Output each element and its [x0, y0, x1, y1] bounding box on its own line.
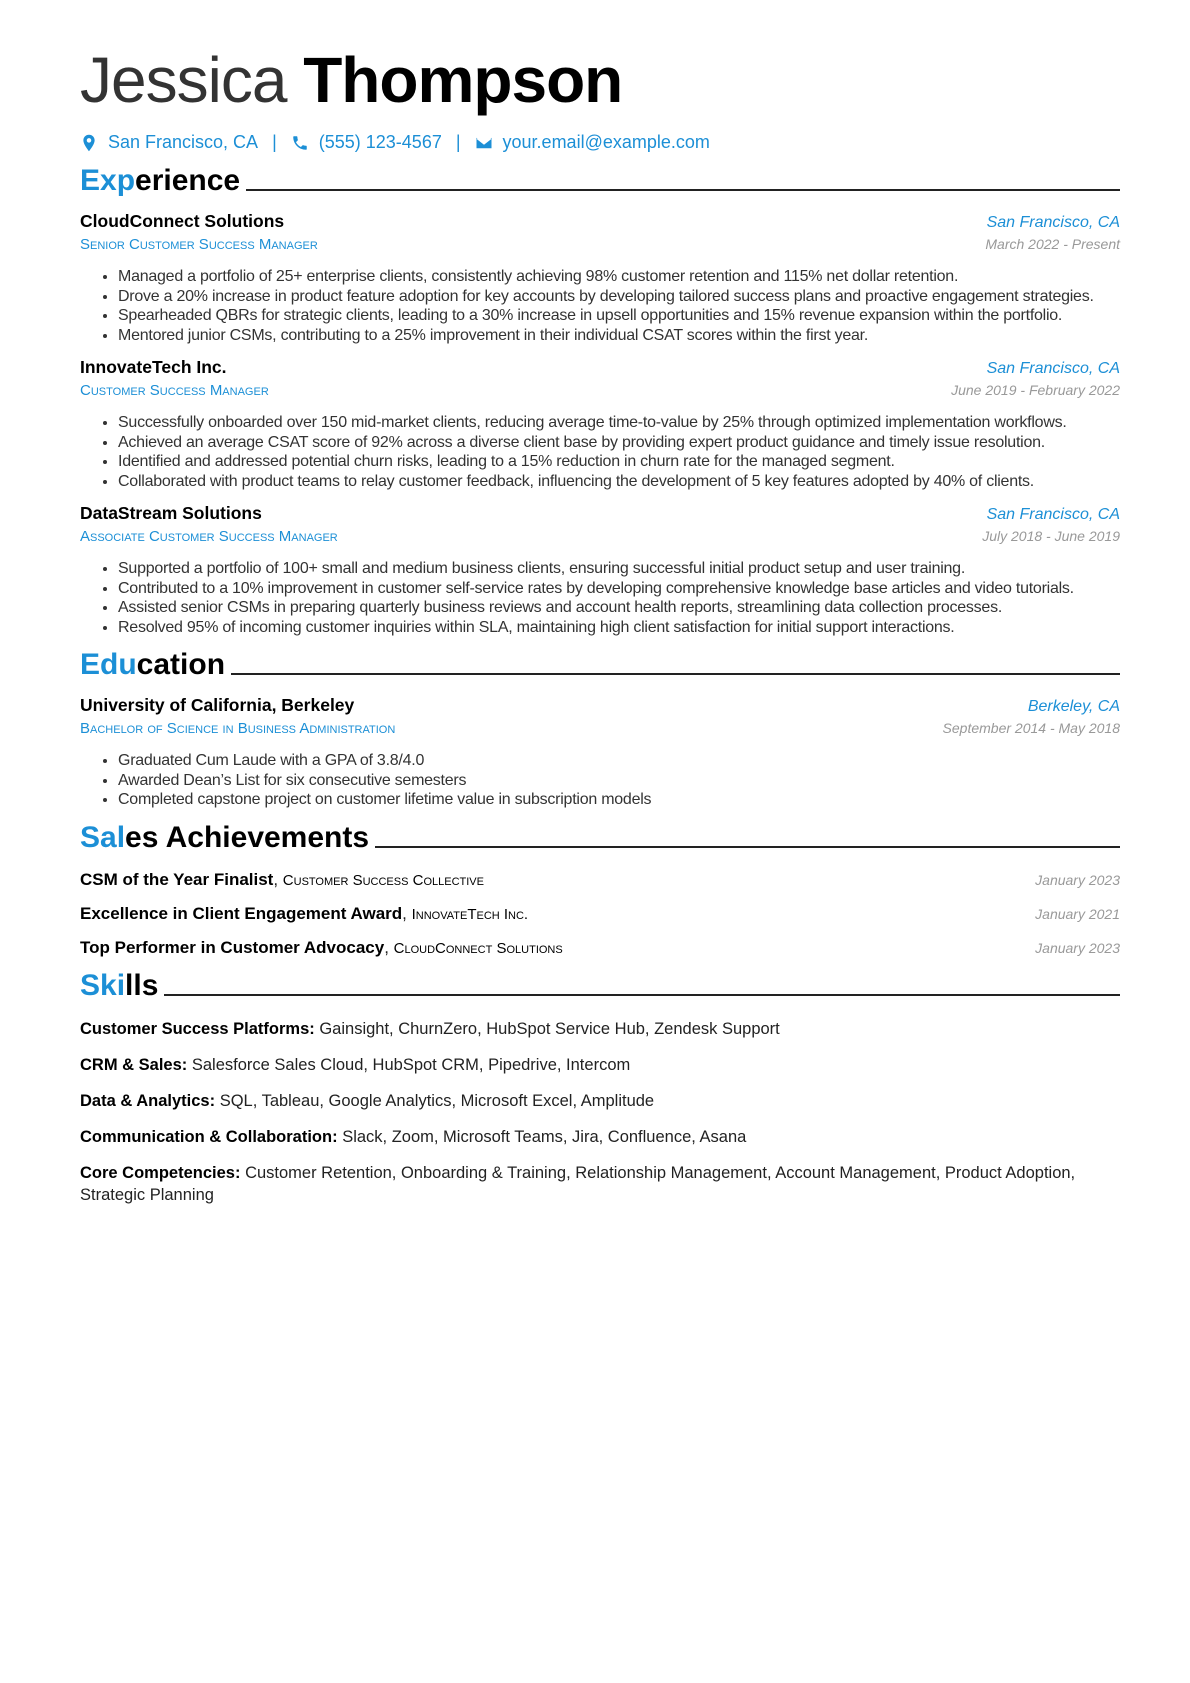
job-title: Associate Customer Success Manager — [80, 528, 338, 545]
job-dates: June 2019 - February 2022 — [951, 382, 1120, 398]
skill-line: Data & Analytics: SQL, Tableau, Google Analytics, Microsoft Excel, Amplitude — [80, 1091, 655, 1110]
achievement-item: CSM of the Year Finalist, Customer Success Collective January 2023 — [80, 869, 1120, 889]
resume — [80, 42, 1120, 1206]
divider — [164, 994, 1120, 996]
map-pin-icon — [80, 134, 98, 152]
separator: | — [272, 132, 277, 152]
bullet-list — [80, 267, 1120, 345]
location: San Francisco, CA — [108, 132, 259, 152]
bullet: • Assisted senior CSMs in preparing quarterly business reviews and account health reports, streamlining data collection processes. — [118, 598, 1120, 618]
job-title: Senior Customer Success Manager — [80, 236, 318, 253]
skill-line: Core Competencies: Customer Retention, Onboarding & Training, Relationship Management, Account Management, Product Adoption, Strategic Planning — [80, 1163, 1076, 1204]
job-dates: July 2018 - June 2019 — [982, 528, 1120, 544]
bullet: • Resolved 95% of incoming customer inquiries within SLA, maintaining high client satisfaction for initial support interactions. — [118, 618, 1120, 638]
section-heading-education: Education — [80, 647, 1120, 683]
divider — [375, 846, 1120, 848]
education-dates: September 2014 - May 2018 — [942, 720, 1120, 736]
job-location: San Francisco, CA — [986, 360, 1120, 377]
experience-entry — [80, 503, 1120, 637]
achievement-item: Top Performer in Customer Advocacy, CloudConnect Solutions January 2023 — [80, 937, 1120, 957]
job-location: San Francisco, CA — [986, 506, 1120, 523]
bullet: • Identified and addressed potential churn risks, leading to a 15% reduction in churn rate for the managed segment. — [118, 452, 1120, 472]
bullet: • Mentored junior CSMs, contributing to a 25% improvement in their individual CSAT scores within the first year. — [118, 326, 1120, 346]
bullet: • Drove a 20% increase in product feature adoption for key accounts by developing tailored success plans and proactive engagement strategies. — [118, 287, 1120, 307]
section-heading-experience: Experience — [80, 163, 1120, 199]
company: CloudConnect Solutions — [80, 211, 285, 231]
envelope-icon — [475, 134, 493, 152]
company: InnovateTech Inc. — [80, 357, 227, 377]
bullet-list — [80, 559, 1120, 637]
bullet: • Contributed to a 10% improvement in customer self-service rates by developing comprehensive knowledge base articles and video tutorials. — [118, 579, 1120, 599]
school-location: Berkeley, CA — [1027, 698, 1120, 715]
bullet: • Supported a portfolio of 100+ small and medium business clients, ensuring successful initial product setup and user training. — [118, 559, 1120, 579]
candidate-name: Jessica Thompson — [80, 44, 623, 116]
section-heading-achievements: Sales Achievements — [80, 820, 1120, 856]
email-link[interactable]: your.email@example.com — [502, 132, 710, 152]
bullet: • Awarded Dean’s List for six consecutive semesters — [118, 771, 1120, 791]
experience-entry — [80, 211, 1120, 345]
bullet-list — [80, 751, 1120, 810]
job-title: Customer Success Manager — [80, 382, 269, 399]
bullet: • Managed a portfolio of 25+ enterprise clients, consistently achieving 98% customer retention and 115% net dollar retention. — [118, 267, 1120, 287]
bullet-list — [80, 413, 1120, 491]
skill-line: Customer Success Platforms: Gainsight, ChurnZero, HubSpot Service Hub, Zendesk Support — [80, 1019, 780, 1038]
separator: | — [455, 132, 461, 152]
bullet: • Collaborated with product teams to relay customer feedback, influencing the development of 5 key features adopted by 40% of clients. — [118, 472, 1120, 492]
achievement-item: Excellence in Client Engagement Award, InnovateTech Inc. January 2021 — [80, 903, 1120, 923]
education-entry — [80, 695, 1120, 810]
section-heading-skills: Skills — [80, 968, 1120, 1004]
bullet: • Spearheaded QBRs for strategic clients, leading to a 30% increase in upsell opportunities and 15% revenue expansion within the portfolio. — [118, 306, 1120, 326]
degree: Bachelor of Science in Business Administration — [80, 720, 396, 737]
company: DataStream Solutions — [80, 503, 262, 523]
contact-line — [80, 132, 1120, 153]
divider — [231, 673, 1120, 675]
job-location: San Francisco, CA — [986, 214, 1120, 231]
job-dates: March 2022 - Present — [985, 236, 1120, 252]
divider — [246, 189, 1120, 191]
bullet: • Graduated Cum Laude with a GPA of 3.8/4.0 — [118, 751, 1120, 771]
bullet: • Completed capstone project on customer lifetime value in subscription models — [118, 790, 1120, 810]
school: University of California, Berkeley — [80, 695, 355, 715]
bullet: • Successfully onboarded over 150 mid-market clients, reducing average time-to-value by 25% through optimized implementation workflows. — [118, 413, 1120, 433]
experience-entry — [80, 357, 1120, 491]
phone-icon — [291, 134, 309, 152]
skill-line: CRM & Sales: Salesforce Sales Cloud, HubSpot CRM, Pipedrive, Intercom — [80, 1055, 631, 1074]
bullet: • Achieved an average CSAT score of 92% across a diverse client base by providing expert product guidance and timely issue resolution. — [118, 433, 1120, 453]
skill-line: Communication & Collaboration: Slack, Zoom, Microsoft Teams, Jira, Confluence, Asana — [80, 1127, 747, 1146]
phone-link[interactable]: (555) 123-4567 — [318, 132, 442, 152]
